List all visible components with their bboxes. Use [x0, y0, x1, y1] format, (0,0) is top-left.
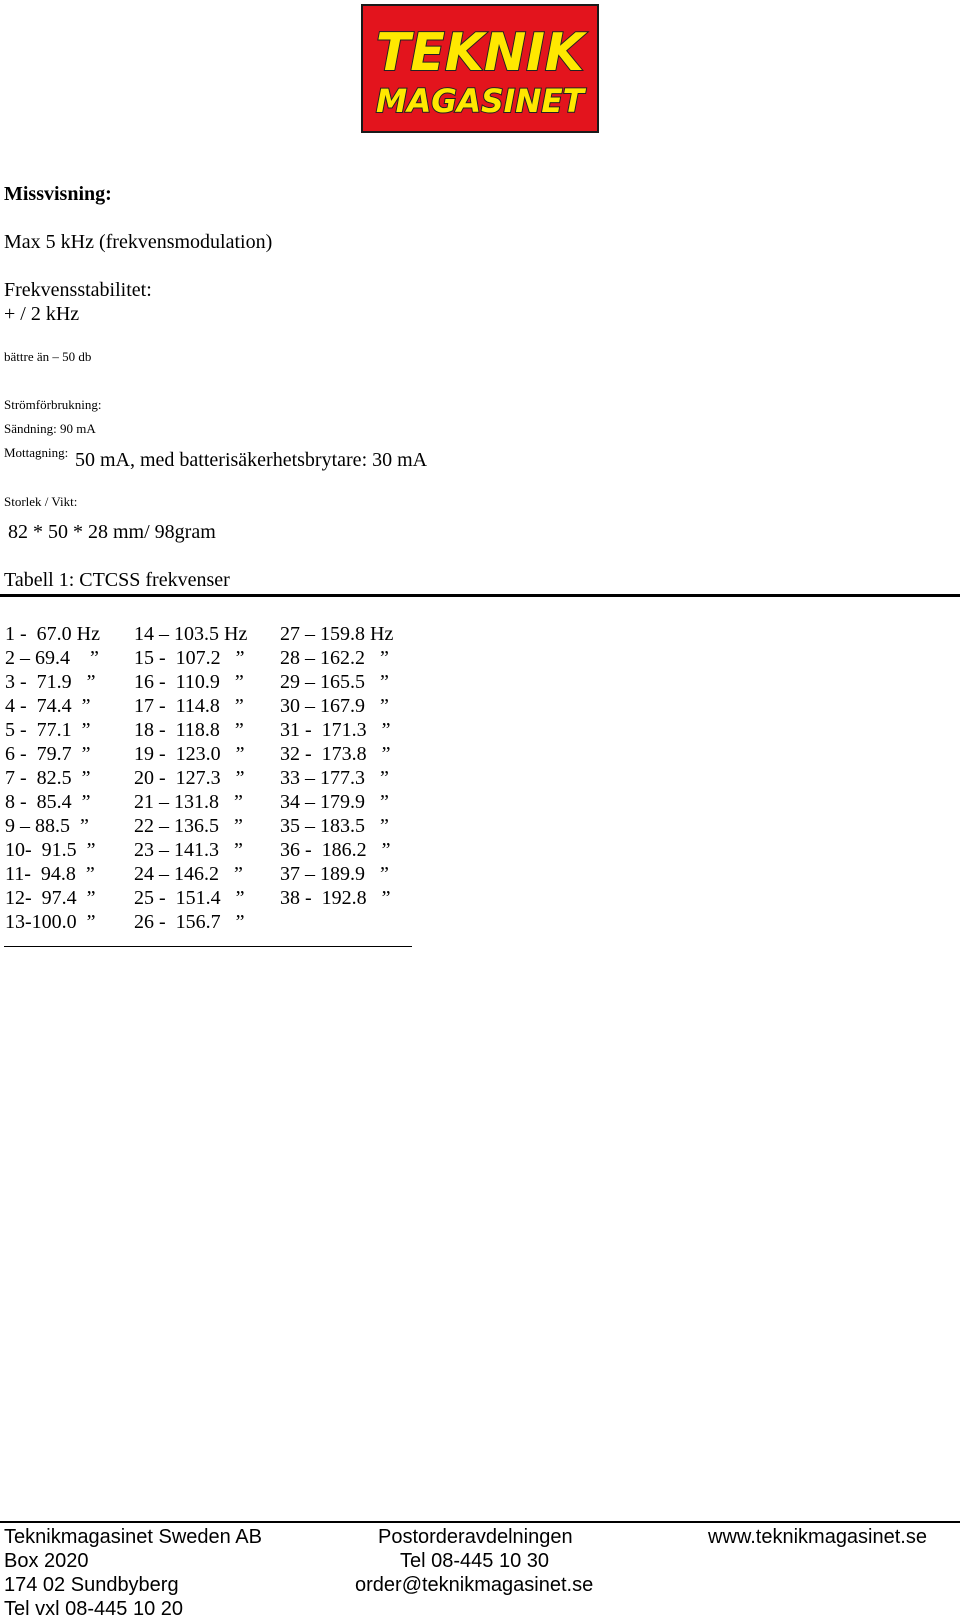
battre-text: bättre än – 50 db	[4, 349, 92, 364]
ctcss-entry: 1 - 67.0 Hz	[5, 623, 100, 645]
ctcss-entry: 15 - 107.2 ”	[134, 647, 245, 669]
ctcss-entry: 9 – 88.5 ”	[5, 815, 89, 837]
ctcss-entry: 19 - 123.0 ”	[134, 743, 245, 765]
ctcss-entry: 25 - 151.4 ”	[134, 887, 245, 909]
ctcss-entry: 32 - 173.8 ”	[280, 743, 391, 765]
ctcss-entry: 13-100.0 ”	[5, 911, 96, 933]
logo-word-teknik: TEKNIK	[376, 23, 588, 83]
mottagning-label: Mottagning:	[4, 445, 69, 460]
ctcss-entry: 35 – 183.5 ”	[280, 815, 389, 837]
ctcss-entry: 4 - 74.4 ”	[5, 695, 91, 717]
ctcss-entry: 5 - 77.1 ”	[5, 719, 91, 741]
ctcss-entry: 17 - 114.8 ”	[134, 695, 244, 717]
ctcss-entry: 3 - 71.9 ”	[5, 671, 96, 693]
storlek-value: 82 * 50 * 28 mm/ 98gram	[8, 521, 216, 543]
table-caption: Tabell 1: CTCSS frekvenser	[4, 569, 230, 591]
ctcss-entry: 20 - 127.3 ”	[134, 767, 245, 789]
ctcss-entry: 33 – 177.3 ”	[280, 767, 389, 789]
ctcss-entry: 12- 97.4 ”	[5, 887, 96, 909]
ctcss-entry: 34 – 179.9 ”	[280, 791, 389, 813]
ctcss-entry: 36 - 186.2 ”	[280, 839, 391, 861]
stabilitet-label: Frekvensstabilitet:	[4, 279, 152, 301]
footer-department-tel: Tel 08-445 10 30	[400, 1550, 550, 1572]
stabilitet-value: + / 2 kHz	[4, 303, 80, 325]
ctcss-entry: 31 - 171.3 ”	[280, 719, 391, 741]
missvisning-value: Max 5 kHz (frekvensmodulation)	[4, 231, 273, 253]
logo-graphic	[363, 6, 597, 131]
ctcss-entry: 14 – 103.5 Hz	[134, 623, 248, 645]
footer-company: Teknikmagasinet Sweden AB	[4, 1526, 262, 1548]
mottagning-value: 50 mA, med batterisäkerhetsbrytare: 30 mA	[75, 449, 428, 471]
ctcss-entry: 21 – 131.8 ”	[134, 791, 243, 813]
footer-website[interactable]: www.teknikmagasinet.se	[708, 1526, 927, 1548]
sandning-text: Sändning: 90 mA	[4, 421, 96, 436]
ctcss-entry: 7 - 82.5 ”	[5, 767, 91, 789]
table-top-rule	[0, 594, 960, 597]
footer-postal: 174 02 Sundbyberg	[4, 1574, 179, 1596]
ctcss-entry: 28 – 162.2 ”	[280, 647, 389, 669]
ctcss-entry: 24 – 146.2 ”	[134, 863, 243, 885]
ctcss-entry: 10- 91.5 ”	[5, 839, 96, 861]
ctcss-entry: 29 – 165.5 ”	[280, 671, 389, 693]
teknikmagasinet-logo	[361, 4, 599, 133]
ctcss-entry: 16 - 110.9 ”	[134, 671, 244, 693]
footer-box: Box 2020	[4, 1550, 89, 1572]
ctcss-entry: 8 - 85.4 ”	[5, 791, 91, 813]
footer-tel-vxl: Tel vxl 08-445 10 20	[4, 1598, 184, 1620]
missvisning-heading: Missvisning:	[4, 183, 112, 205]
table-bottom-rule	[4, 946, 412, 947]
logo-word-magasinet: MAGASINET	[376, 82, 587, 120]
ctcss-entry: 27 – 159.8 Hz	[280, 623, 394, 645]
ctcss-entry: 23 – 141.3 ”	[134, 839, 243, 861]
ctcss-entry: 38 - 192.8 ”	[280, 887, 391, 909]
storlek-label: Storlek / Vikt:	[4, 494, 78, 509]
ctcss-entry: 2 – 69.4 ”	[5, 647, 99, 669]
footer-email[interactable]: order@teknikmagasinet.se	[355, 1574, 594, 1596]
strom-label: Strömförbrukning:	[4, 397, 102, 412]
ctcss-entry: 11- 94.8 ”	[5, 863, 95, 885]
ctcss-entry: 22 – 136.5 ”	[134, 815, 243, 837]
footer-rule	[0, 1521, 960, 1523]
ctcss-entry: 30 – 167.9 ”	[280, 695, 389, 717]
ctcss-entry: 6 - 79.7 ”	[5, 743, 91, 765]
ctcss-entry: 26 - 156.7 ”	[134, 911, 245, 933]
ctcss-entry: 18 - 118.8 ”	[134, 719, 244, 741]
ctcss-entry: 37 – 189.9 ”	[280, 863, 389, 885]
footer-department: Postorderavdelningen	[378, 1526, 573, 1548]
